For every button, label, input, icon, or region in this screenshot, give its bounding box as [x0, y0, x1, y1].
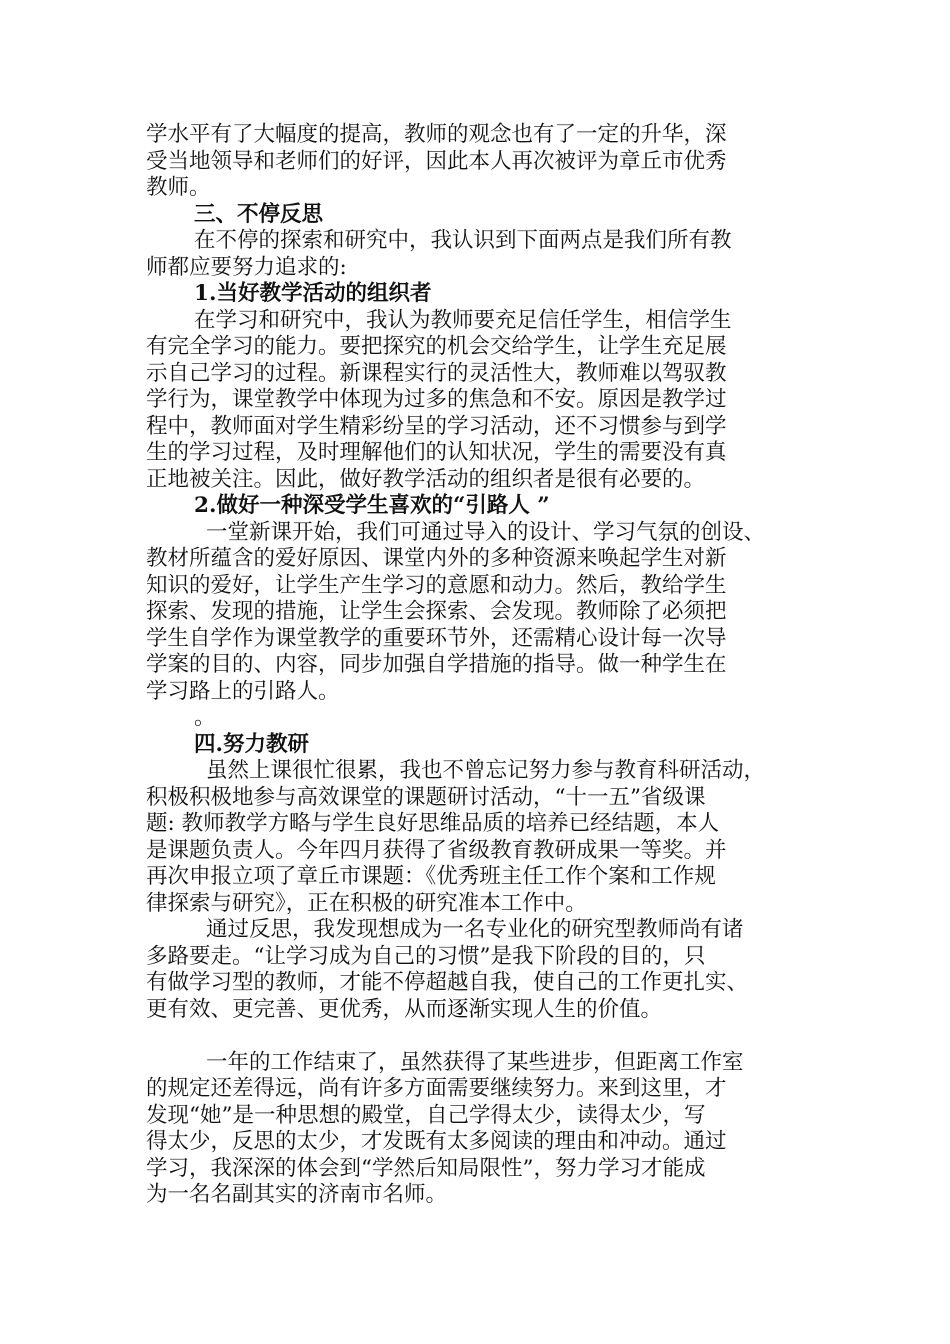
text-line: 通过反思，我发现想成为一名专业化的研究型教师尚有诸	[206, 917, 744, 942]
text-line: 多路要走。“让学习成为自己的习惯”是我下阶段的目的，只	[146, 943, 706, 969]
text-line: 学生自学作为课堂教学的重要环节外，还需精心设计每一次导	[146, 625, 727, 651]
blank-line	[146, 1023, 814, 1050]
text-line: 再次申报立项了章丘市课题：《优秀班主任工作个案和工作规	[146, 864, 716, 889]
text-line: 学行为，课堂教学中体现为过多的焦急和不安。原因是教学过	[146, 387, 727, 412]
text-line: 学水平有了大幅度的提高，教师的观念也有了一定的升华，深	[146, 122, 727, 147]
text-line: 示自己学习的过程。新课程实行的灵活性大，教师难以驾驭教	[146, 360, 727, 386]
text-line: 学习路上的引路人。	[146, 678, 340, 704]
text-line: 探索、发现的措施，让学生会探索、会发现。教师除了必须把	[146, 599, 727, 624]
text-line: 正地被关注。因此，做好教学活动的组织者是很有必要的。	[146, 466, 706, 492]
text-line: 有完全学习的能力。要把探究的机会交给学生，让学生充足展	[146, 334, 727, 359]
text-line: 的规定还差得远，尚有许多方面需要继续努力。来到这里，才	[146, 1076, 727, 1101]
text-line: 学案的目的、内容，同步加强自学措施的指导。做一种学生在	[146, 652, 727, 677]
subsection-heading: 2.做好一种深受学生喜欢的“引路人 ”	[194, 493, 550, 518]
text-line: 学习，我深深的体会到“学然后知局限性”，努力学习才能成	[146, 1155, 706, 1181]
text-line: 发现“她”是一种思想的殿堂，自己学得太少，读得太少，写	[146, 1102, 706, 1128]
text-line: 题: 教师教学方略与学生良好思维品质的培养已经结题，本人	[146, 811, 720, 836]
text-line: 一堂新课开始，我们可通过导入的设计、学习气氛的创设、	[206, 519, 766, 545]
text-line: 律探索与研究》，正在积极的研究准本工作中。	[146, 890, 587, 916]
text-line: 为一名名副其实的济南市名师。	[146, 1182, 448, 1207]
section-heading: 三、不停反思	[194, 201, 324, 227]
text-line: 知识的爱好，让学生产生学习的意愿和动力。然后，教给学生	[146, 572, 727, 598]
text-line: 更有效、更完善、更优秀，从而逐渐实现人生的价值。	[146, 996, 663, 1022]
text-line: 在学习和研究中，我认为教师要充足信任学生，相信学生	[194, 307, 732, 333]
text-line: 在不停的探索和研究中，我认识到下面两点是我们所有教	[194, 228, 732, 253]
text-line: 师都应要努力追求的:	[146, 254, 347, 280]
text-line: 受当地领导和老师们的好评，因此本人再次被评为章丘市优秀	[146, 148, 727, 174]
text-line: 。	[194, 705, 216, 730]
text-line: 生的学习过程，及时理解他们的认知状况，学生的需要没有真	[146, 440, 727, 465]
text-line: 是课题负责人。今年四月获得了省级教育教研成果一等奖。并	[146, 837, 727, 863]
text-line: 教师。	[146, 175, 211, 200]
text-line: 教材所蕴含的爱好原因、课堂内外的多种资源来唤起学生对新	[146, 546, 727, 571]
text-line: 一年的工作结束了，虽然获得了某些进步，但距离工作室	[206, 1049, 744, 1075]
document-body	[146, 122, 814, 1209]
text-line: 积极积极地参与高效课堂的课题研讨活动，“十一五”省级课	[146, 784, 706, 810]
section-heading: 四.努力教研	[194, 731, 309, 757]
text-line: 程中，教师面对学生精彩纷呈的学习活动，还不习惯参与到学	[146, 413, 727, 439]
text-line: 虽然上课很忙很累，我也不曾忘记努力参与教育科研活动，	[206, 758, 766, 783]
text-line: 有做学习型的教师，才能不停超越自我，使自己的工作更扎实、	[146, 970, 749, 995]
text-line: 得太少，反思的太少，才发既有太多阅读的理由和冲动。通过	[146, 1129, 727, 1154]
subsection-heading: 1.当好教学活动的组织者	[194, 281, 432, 306]
